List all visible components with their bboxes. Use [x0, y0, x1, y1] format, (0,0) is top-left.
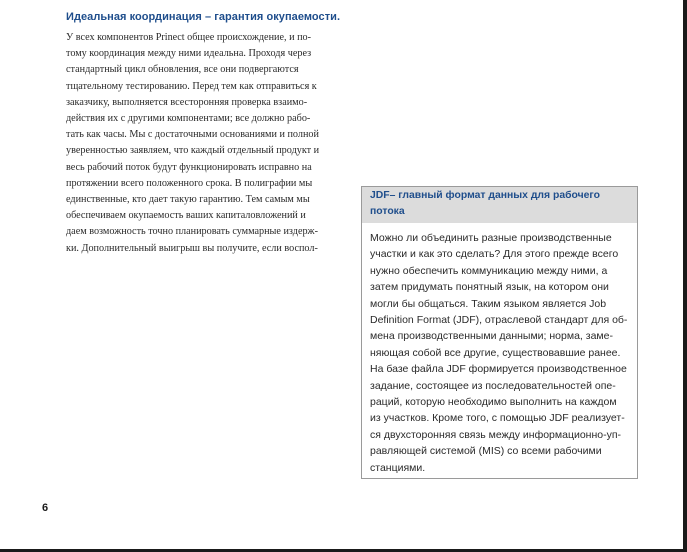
- body-line: уверенностью заявляем, что каждый отдельный продукт и: [66, 145, 320, 157]
- sidebar-line: станциями.: [370, 461, 426, 474]
- body-line: ки. Дополнительный выигрыш вы получите, если воспол-: [66, 242, 318, 254]
- sidebar-title: [362, 187, 637, 223]
- body-line: тому координация между ними идеальна. Проходя через: [66, 48, 312, 60]
- body-line: весь рабочий поток будут функционировать исправно на: [66, 161, 312, 173]
- sidebar-line: На базе файла JDF формируется производственное: [370, 363, 627, 376]
- jdf-sidebar-box: [361, 186, 638, 479]
- sidebar-line: мена производственными данными; норма, заме-: [370, 330, 613, 343]
- body-line: обеспечиваем окупаемость ваших капиталовложений и: [66, 210, 306, 222]
- sidebar-title-line: JDF– главный формат данных для рабочего: [370, 190, 600, 201]
- sidebar-body: [362, 223, 637, 476]
- sidebar-line: могли бы общаться. Таким языком является Job: [370, 297, 607, 310]
- body-line: тать как часы. Мы с достаточными основаниями и полной: [66, 129, 319, 141]
- sidebar-line: нужно обеспечить коммуникацию между ними, а: [370, 264, 608, 277]
- body-paragraph: [66, 30, 348, 257]
- sidebar-line: задание, состоящее из последовательностей опе-: [370, 379, 616, 392]
- body-line: У всех компонентов Prinect общее происхождение, и по-: [66, 32, 312, 43]
- body-line: действия их с другими компонентами; все должно рабо-: [66, 113, 311, 125]
- sidebar-line: Можно ли объединить разные производственные: [370, 232, 612, 244]
- sidebar-line: участки и как это сделать? Для этого прежде всего: [370, 248, 619, 261]
- body-line: протяжении всего положенного срока. В полиграфии мы: [66, 177, 313, 189]
- body-line: даем возможность точно планировать суммарные издерж-: [66, 226, 318, 238]
- sidebar-line: ся двухсторонняя связь между информационно-уп-: [370, 428, 622, 441]
- body-line: тщательному тестированию. Перед тем как отправиться к: [66, 80, 317, 92]
- sidebar-title-line: потока: [370, 206, 405, 217]
- sidebar-line: няющая собой все другие, существовавшие ранее.: [370, 346, 621, 359]
- sidebar-line: Definition Format (JDF), отраслевой стандарт для об-: [370, 314, 628, 327]
- sidebar-line: раций, которую необходимо выполнить на каждом: [370, 396, 617, 409]
- sidebar-line: затем придумать понятный язык, на котором они: [370, 281, 609, 294]
- section-heading: Идеальная координация – гарантия окупаемости.: [66, 11, 341, 23]
- body-line: стандартный цикл обновления, все они подвергаются: [66, 64, 299, 76]
- body-line: заказчику, выполняется всесторонняя проверка взаимо-: [66, 96, 308, 108]
- sidebar-line: равляющей системой (MIS) со всеми рабочими: [370, 445, 602, 458]
- sidebar-line: из участков. Кроме того, с помощью JDF реализует-: [370, 412, 625, 425]
- body-line: единственные, кто дает такую гарантию. Тем самым мы: [66, 194, 310, 206]
- page-number: 6: [42, 502, 49, 514]
- page-border-right: [683, 0, 687, 552]
